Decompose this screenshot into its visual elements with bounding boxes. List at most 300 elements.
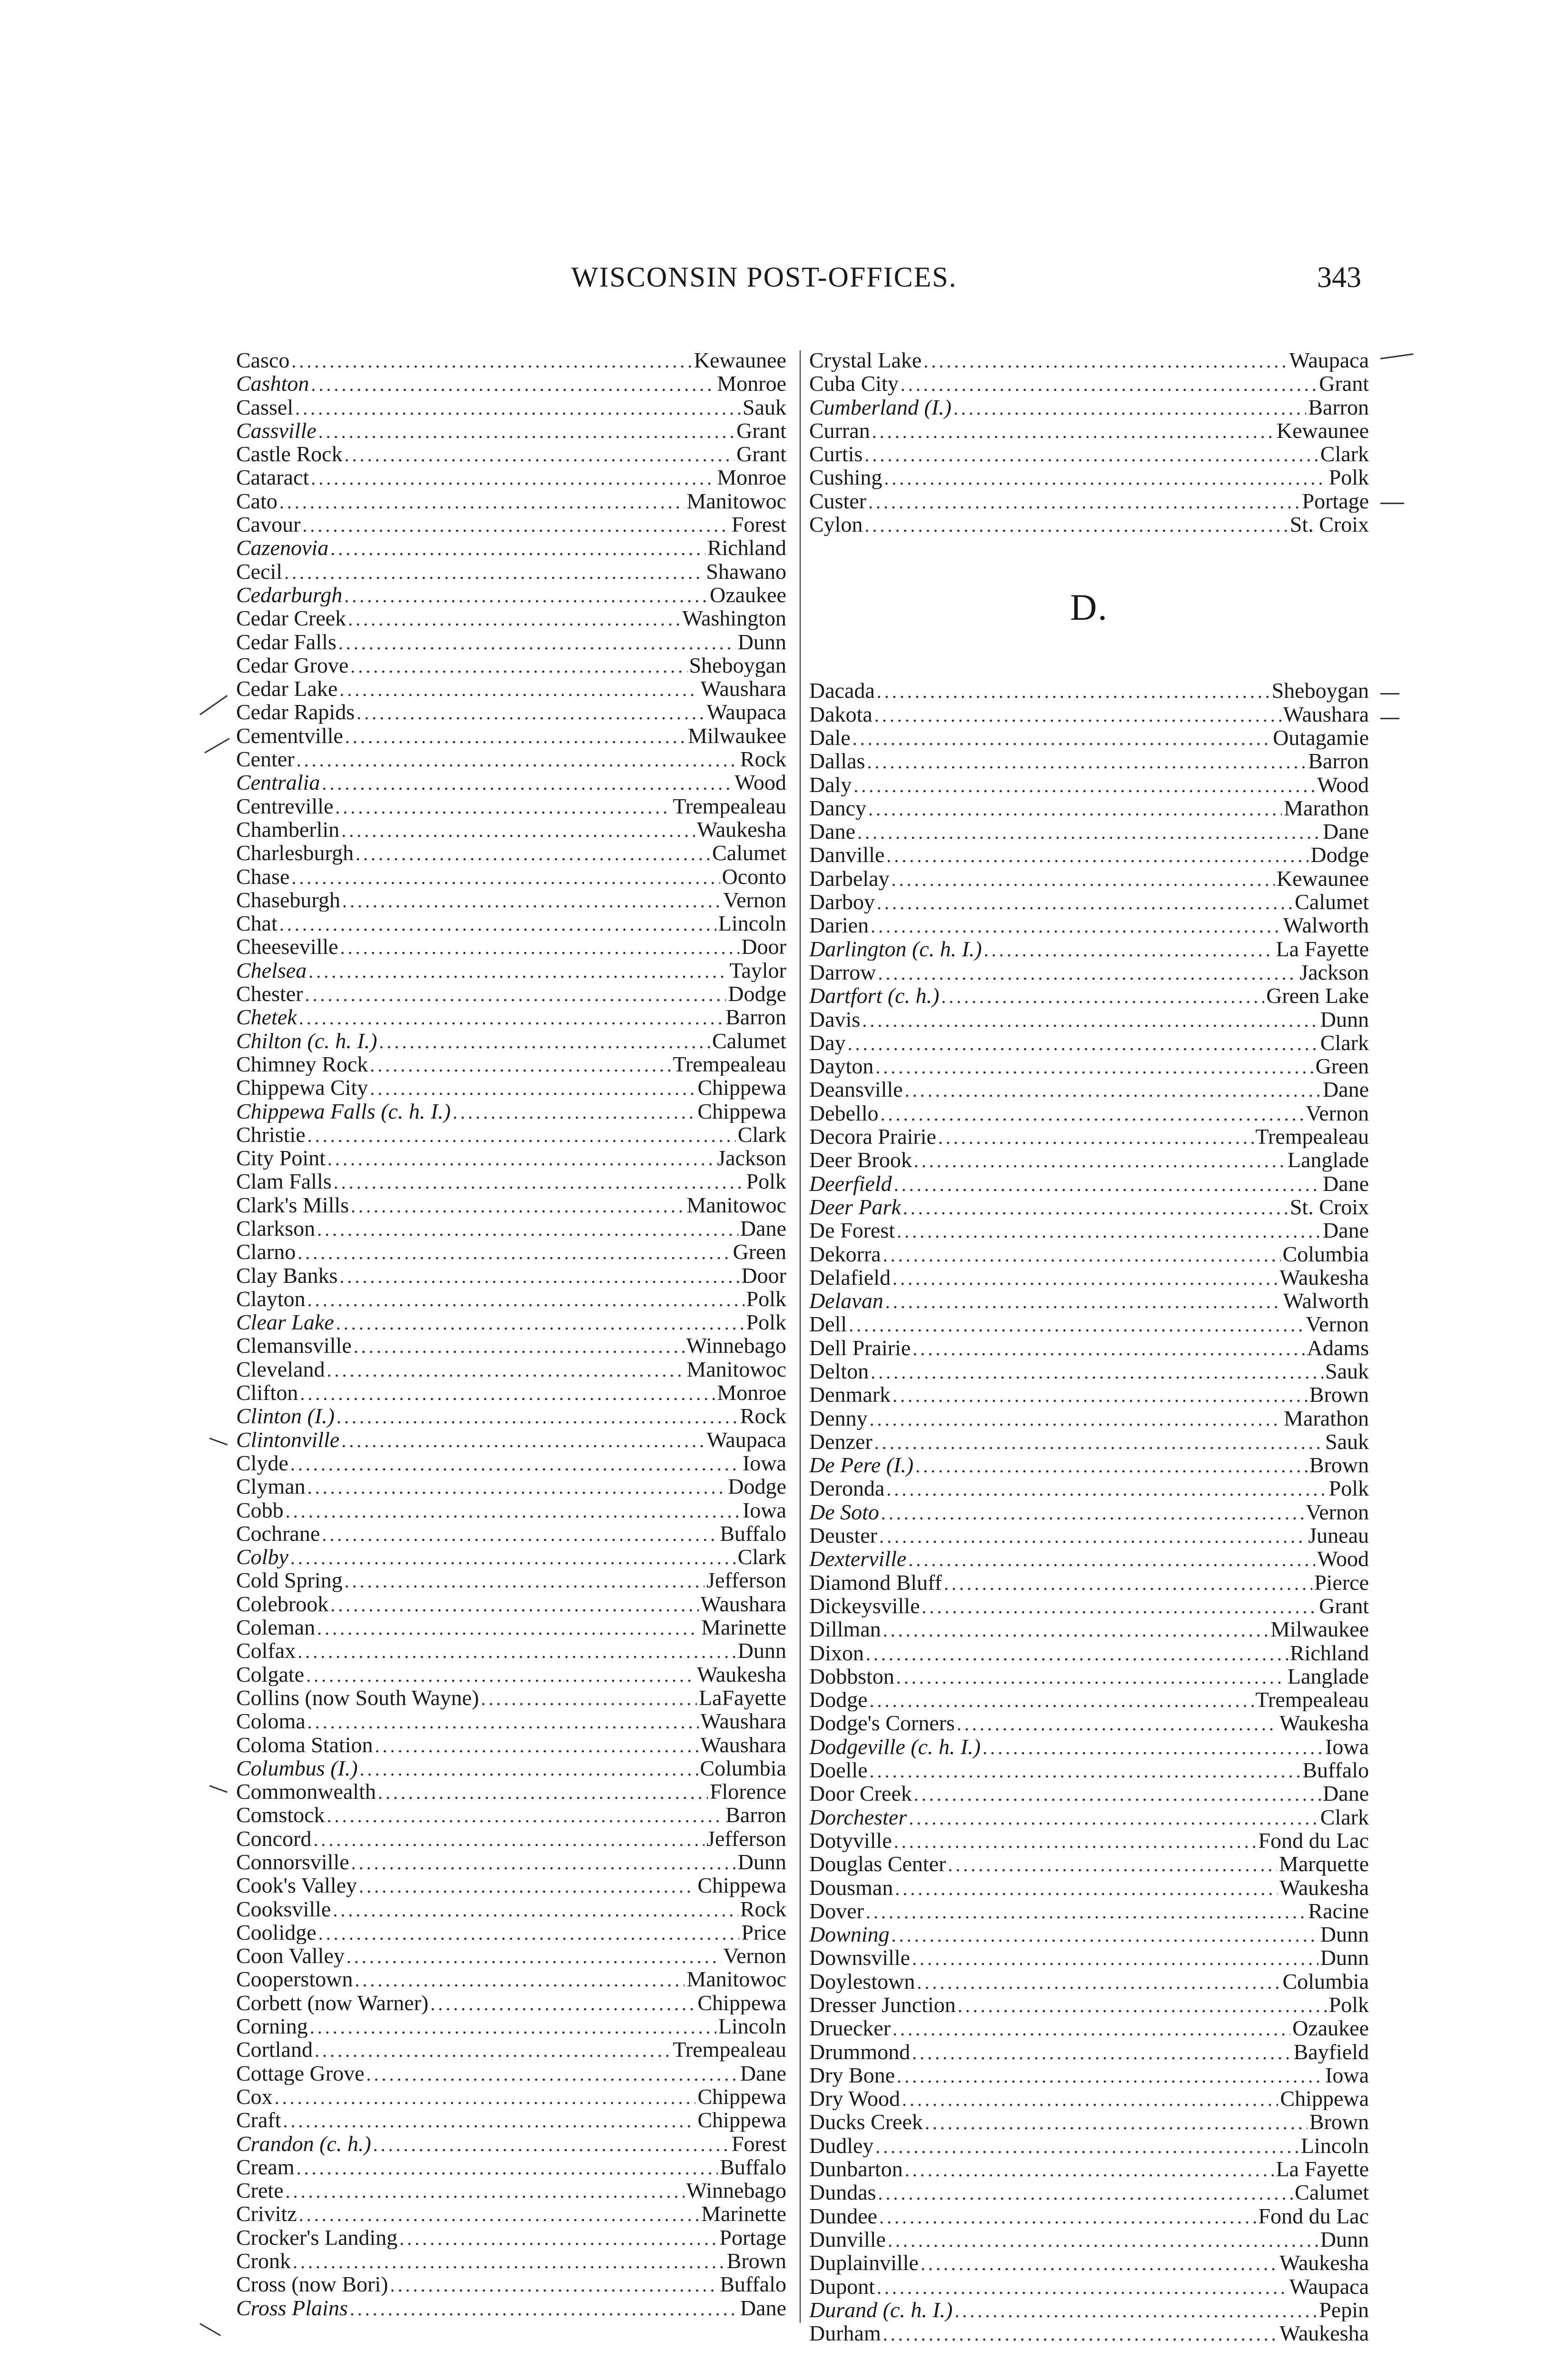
post-office-entry (236, 841, 786, 864)
post-office-entry (809, 1148, 1369, 1171)
county-name: Waukesha (1279, 1875, 1369, 1899)
county-name: Sauk (743, 395, 786, 419)
dot-leader (327, 1359, 685, 1381)
county-name: St. Croix (1289, 513, 1369, 536)
post-office-entry (236, 1991, 786, 2014)
post-office-entry (236, 536, 786, 559)
post-office-entry (236, 1733, 786, 1756)
county-name: Clark (1320, 442, 1369, 466)
dot-leader (982, 1736, 1323, 1758)
post-office-name: Cooperstown (236, 1967, 353, 1991)
county-name: Chippewa (697, 1874, 786, 1897)
county-name: Waukesha (1279, 2321, 1369, 2345)
dot-leader (912, 1337, 1305, 1359)
dot-leader (341, 819, 695, 841)
post-office-entry (236, 1522, 786, 1545)
post-office-name: Chetek (236, 1005, 297, 1029)
county-name: Waushara (700, 1733, 786, 1756)
post-office-entry (236, 1967, 786, 1991)
post-office-entry (809, 1805, 1369, 1829)
dot-leader (849, 1313, 1304, 1336)
post-office-entry (809, 1993, 1369, 2016)
county-name: Jackson (717, 1146, 786, 1170)
post-office-entry (809, 2204, 1369, 2228)
post-office-entry (809, 773, 1369, 796)
post-office-entry (236, 560, 786, 583)
post-office-entry (809, 1172, 1369, 1195)
page-number: 343 (1317, 261, 1361, 294)
county-name: Dunn (1320, 1946, 1369, 1970)
left-column-list (236, 348, 786, 2320)
dot-leader (958, 1994, 1327, 2016)
post-office-name: Ducks Creek (809, 2110, 923, 2134)
post-office-name: Doylestown (809, 1969, 915, 1993)
county-name: Kewaunee (1276, 866, 1369, 891)
county-name: Jefferson (706, 1826, 786, 1850)
post-office-entry (236, 1240, 786, 1263)
dot-leader (944, 1572, 1312, 1594)
post-office-entry (809, 1219, 1369, 1242)
post-office-entry (809, 1617, 1369, 1641)
dot-leader (306, 1664, 695, 1686)
post-office-entry (809, 372, 1369, 395)
post-office-name: Downsville (809, 1946, 911, 1970)
post-office-entry (809, 1008, 1369, 1031)
pencil-tick-mark (1380, 503, 1404, 504)
post-office-entry (809, 2251, 1369, 2274)
dot-leader (892, 1384, 1308, 1406)
right-column (809, 348, 1369, 2345)
post-office-name: Douglas Center (809, 1852, 946, 1876)
post-office-name: Curtis (809, 442, 863, 466)
post-office-entry (236, 1498, 786, 1522)
dot-leader (886, 1478, 1327, 1500)
post-office-name: Cecil (236, 559, 283, 583)
post-office-name: Cochrane (236, 1521, 320, 1546)
county-name: Barron (725, 1005, 786, 1029)
county-name: Dane (1322, 1171, 1369, 1195)
post-office-name: Colgate (236, 1662, 305, 1686)
post-office-entry (236, 630, 786, 654)
county-name: Sauk (1325, 1429, 1369, 1454)
county-name: Dane (1322, 1078, 1369, 1101)
post-office-entry (236, 1616, 786, 1639)
county-name: Pierce (1314, 1570, 1369, 1594)
county-name: Marinette (701, 1616, 786, 1639)
post-office-entry (809, 1477, 1369, 1500)
county-name: Waukesha (1279, 2251, 1369, 2275)
post-office-name: Comstock (236, 1803, 325, 1827)
dot-leader (878, 2182, 1293, 2204)
post-office-entry (809, 419, 1369, 442)
county-name: Barron (1308, 749, 1369, 773)
dot-leader (883, 1243, 1281, 1266)
county-name: Grant (736, 442, 786, 466)
right-column-c-list (809, 348, 1369, 536)
dot-leader (307, 1124, 736, 1146)
dot-leader (912, 1947, 1318, 1969)
dot-leader (941, 985, 1264, 1007)
post-office-name: Dell Prairie (809, 1336, 911, 1359)
dot-leader (315, 2039, 671, 2061)
dot-leader (881, 1501, 1304, 1524)
post-office-name: Curran (809, 418, 870, 443)
post-office-entry (809, 1289, 1369, 1312)
dot-leader (293, 2250, 725, 2272)
section-heading-d: D. (1070, 586, 1108, 628)
post-office-name: Cooksville (236, 1897, 331, 1921)
post-office-name: Darbelay (809, 866, 890, 891)
county-name: Green (733, 1240, 786, 1264)
post-office-name: Dover (809, 1899, 864, 1923)
post-office-name: Dudley (809, 2133, 874, 2158)
county-name: Trempealeau (673, 2038, 786, 2062)
dot-leader (892, 1924, 1318, 1946)
post-office-name: Custer (809, 489, 867, 513)
pencil-tick-mark (1380, 718, 1399, 719)
county-name: Calumet (1295, 890, 1369, 914)
dot-leader (367, 2063, 738, 2085)
post-office-name: Cato (236, 489, 277, 513)
pencil-tick-mark (204, 738, 229, 754)
dot-leader (359, 1874, 695, 1897)
post-office-name: Clark's Mills (236, 1193, 349, 1217)
post-office-name: Chippewa Falls (c. h. I.) (236, 1099, 451, 1123)
pencil-tick-mark (199, 2323, 221, 2336)
county-name: Vernon (1306, 1101, 1369, 1125)
county-name: Milwaukee (1270, 1617, 1369, 1641)
post-office-entry (236, 1123, 786, 1146)
dot-leader (901, 373, 1317, 395)
county-name: Wood (1317, 773, 1369, 796)
dot-leader (290, 1452, 741, 1475)
post-office-name: Coon Valley (236, 1944, 345, 1968)
dot-leader (342, 889, 721, 912)
post-office-entry (236, 1874, 786, 1897)
dot-leader (871, 1360, 1323, 1383)
county-name: Ozaukee (1292, 2016, 1369, 2040)
post-office-entry (809, 2321, 1369, 2345)
dot-leader (883, 2322, 1278, 2345)
post-office-name: Clam Falls (236, 1170, 332, 1193)
post-office-entry (809, 1946, 1369, 1969)
post-office-entry (236, 348, 786, 372)
post-office-entry (236, 1193, 786, 1217)
post-office-name: Dixon (809, 1641, 864, 1665)
post-office-entry (236, 2062, 786, 2085)
dot-leader (370, 1053, 671, 1076)
dot-leader (307, 1476, 726, 1498)
county-name: Monroe (717, 466, 786, 489)
dot-leader (345, 443, 735, 466)
dot-leader (896, 1666, 1286, 1688)
dot-leader (921, 2252, 1278, 2274)
post-office-name: Chase (236, 864, 290, 888)
county-name: Milwaukee (688, 724, 786, 748)
post-office-entry (809, 348, 1369, 372)
county-name: Chippewa (697, 1076, 786, 1100)
dot-leader (378, 1781, 708, 1803)
county-name: Portage (1302, 489, 1369, 513)
dot-leader (351, 1194, 684, 1217)
post-office-name: Crystal Lake (809, 348, 922, 372)
county-name: Brown (1309, 2110, 1369, 2134)
county-name: Manitowoc (686, 1193, 786, 1217)
dot-leader (917, 1971, 1280, 1993)
county-name: Waupaca (1289, 2274, 1369, 2298)
dot-leader (291, 349, 692, 372)
dot-leader (291, 866, 720, 888)
dot-leader (872, 420, 1275, 442)
county-name: Dodge (728, 1475, 786, 1498)
county-name: Marathon (1284, 796, 1369, 820)
county-name: Jackson (1299, 960, 1369, 984)
dot-leader (957, 1712, 1278, 1735)
dot-leader (308, 960, 727, 982)
post-office-name: Coleman (236, 1616, 316, 1639)
dot-leader (857, 821, 1321, 843)
post-office-entry (236, 1029, 786, 1052)
county-name: Jefferson (706, 1568, 786, 1592)
post-office-name: Darien (809, 913, 869, 937)
dot-leader (875, 2135, 1299, 2157)
post-office-name: Dickeysville (809, 1594, 920, 1618)
county-name: La Fayette (1276, 2157, 1369, 2181)
post-office-entry (236, 466, 786, 489)
post-office-entry (236, 1639, 786, 1662)
post-office-name: Dillman (809, 1617, 881, 1641)
dot-leader (327, 1804, 724, 1826)
post-office-entry (809, 2181, 1369, 2204)
dot-leader (852, 727, 1271, 749)
post-office-name: Cross (now Bori) (236, 2272, 388, 2296)
county-name: Polk (746, 1310, 786, 1334)
post-office-entry (236, 1686, 786, 1709)
post-office-entry (809, 2275, 1369, 2298)
post-office-entry (809, 1899, 1369, 1923)
column-divider (800, 350, 801, 2323)
county-name: Rock (740, 1404, 786, 1428)
post-office-name: Craft (236, 2108, 281, 2132)
county-name: Vernon (1306, 1312, 1369, 1336)
post-office-name: Crete (236, 2179, 284, 2202)
post-office-entry (809, 1524, 1369, 1547)
dot-leader (322, 1523, 718, 1545)
post-office-entry (809, 2157, 1369, 2181)
dot-leader (866, 1642, 1288, 1665)
county-name: Dunn (737, 1639, 786, 1663)
dot-leader (868, 797, 1282, 820)
post-office-entry (236, 2179, 786, 2202)
county-name: Dane (740, 2296, 786, 2320)
post-office-name: Chat (236, 912, 277, 935)
post-office-name: Chamberlin (236, 817, 340, 842)
post-office-name: Dry Bone (809, 2063, 895, 2087)
county-name: Outagamie (1273, 725, 1369, 750)
post-office-entry (236, 396, 786, 419)
dot-leader (339, 678, 699, 700)
dot-leader (912, 2041, 1291, 2063)
post-office-entry (809, 1665, 1369, 1688)
post-office-name: Cazenovia (236, 536, 329, 560)
post-office-entry (809, 1266, 1369, 1289)
dot-leader (853, 774, 1315, 796)
county-name: Brown (726, 2249, 786, 2273)
post-office-name: Durand (c. h. I.) (809, 2298, 953, 2322)
post-office-entry (236, 606, 786, 630)
pencil-tick-mark (209, 1785, 228, 1793)
dot-leader (905, 1079, 1321, 1101)
post-office-entry (236, 2226, 786, 2249)
county-name: Manitowoc (686, 1967, 786, 1991)
post-office-entry (809, 820, 1369, 843)
dot-leader (984, 938, 1274, 961)
post-office-name: Cataract (236, 466, 309, 489)
post-office-entry (809, 442, 1369, 466)
post-office-name: Dobbston (809, 1664, 894, 1688)
dot-leader (350, 654, 687, 677)
post-office-entry (236, 1334, 786, 1357)
post-office-entry (809, 890, 1369, 913)
post-office-entry (809, 1195, 1369, 1219)
county-name: Clark (737, 1122, 786, 1147)
dot-leader (283, 2109, 696, 2132)
post-office-entry (236, 1475, 786, 1498)
post-office-entry (236, 513, 786, 536)
post-office-name: Dacada (809, 679, 875, 703)
county-name: Grant (1319, 372, 1369, 396)
dot-leader (275, 2086, 696, 2108)
county-name: Buffalo (720, 2272, 786, 2296)
post-office-entry (809, 1594, 1369, 1617)
dot-leader (903, 1196, 1288, 1219)
pencil-tick-mark (1380, 353, 1414, 359)
post-office-name: Downing (809, 1923, 890, 1946)
dot-leader (867, 750, 1307, 773)
county-name: Iowa (1325, 1735, 1369, 1759)
dot-leader (390, 2273, 718, 2296)
post-office-name: Cheeseville (236, 935, 338, 959)
dot-leader (357, 701, 704, 724)
post-office-entry (809, 513, 1369, 536)
post-office-name: Darlington (c. h. I.) (809, 937, 982, 961)
post-office-name: Door Creek (809, 1782, 912, 1805)
post-office-entry (809, 1735, 1369, 1758)
dot-leader (875, 1055, 1313, 1078)
county-name: Waukesha (697, 1662, 786, 1686)
dot-leader (953, 397, 1306, 419)
post-office-name: Chimney Rock (236, 1052, 368, 1076)
county-name: Winnebago (686, 1334, 786, 1358)
post-office-name: Cassville (236, 418, 317, 443)
post-office-entry (236, 1100, 786, 1123)
dot-leader (878, 962, 1298, 984)
post-office-entry (236, 2296, 786, 2320)
county-name: Walworth (1283, 1289, 1369, 1313)
county-name: Iowa (743, 1498, 786, 1522)
post-office-name: Cedarburgh (236, 583, 343, 607)
dot-leader (922, 1595, 1318, 1617)
page-title: WISCONSIN POST-OFFICES. (571, 261, 957, 293)
post-office-entry (236, 1358, 786, 1381)
county-name: Wood (1317, 1547, 1369, 1571)
county-name: Clark (737, 1545, 786, 1569)
post-office-entry (809, 2134, 1369, 2157)
post-office-entry (236, 2249, 786, 2272)
dot-leader (877, 2276, 1288, 2298)
county-name: Green Lake (1266, 984, 1369, 1008)
post-office-entry (236, 912, 786, 935)
county-name: Waupaca (706, 1428, 786, 1451)
county-name: Rock (740, 1897, 786, 1921)
post-office-entry (809, 749, 1369, 773)
post-office-name: Chelsea (236, 958, 307, 982)
dot-leader (335, 795, 671, 818)
post-office-entry (809, 2016, 1369, 2040)
dot-leader (915, 1454, 1308, 1477)
county-name: Polk (746, 1170, 786, 1193)
dot-leader (307, 1288, 744, 1310)
county-name: Buffalo (720, 1521, 786, 1546)
post-office-name: Clyde (236, 1451, 288, 1475)
post-office-entry (809, 2063, 1369, 2087)
county-name: Juneau (1308, 1524, 1369, 1547)
post-office-name: Clarno (236, 1240, 296, 1264)
county-name: Pepin (1319, 2298, 1369, 2322)
post-office-name: Cream (236, 2155, 295, 2179)
post-office-entry (809, 1359, 1369, 1383)
post-office-name: Clintonville (236, 1428, 340, 1451)
post-office-name: City Point (236, 1146, 326, 1170)
post-office-name: Centreville (236, 794, 334, 818)
county-name: Columbia (700, 1756, 786, 1780)
post-office-name: Delavan (809, 1289, 883, 1313)
dot-leader (874, 704, 1281, 726)
post-office-entry (236, 1827, 786, 1850)
post-office-name: Cedar Falls (236, 630, 337, 654)
pencil-tick-mark (1380, 693, 1399, 694)
post-office-entry (809, 1782, 1369, 1805)
post-office-name: Crivitz (236, 2202, 297, 2226)
post-office-name: Duplainville (809, 2251, 919, 2275)
post-office-entry (809, 843, 1369, 866)
county-name: Oconto (722, 864, 786, 888)
post-office-name: Dotyville (809, 1828, 892, 1853)
dot-leader (286, 1499, 741, 1522)
dot-leader (339, 1265, 739, 1287)
post-office-entry (236, 1803, 786, 1826)
county-name: Dunn (1320, 1923, 1369, 1946)
county-name: Waukesha (1279, 1711, 1369, 1735)
post-office-name: Dakota (809, 702, 872, 726)
post-office-entry (809, 1242, 1369, 1266)
county-name: Calumet (712, 841, 786, 865)
post-office-name: Cedar Rapids (236, 700, 355, 724)
dot-leader (348, 607, 680, 630)
county-name: Dunn (737, 1850, 786, 1874)
post-office-entry (236, 1264, 786, 1287)
county-name: Manitowoc (686, 1357, 786, 1381)
post-office-entry (809, 1125, 1369, 1148)
post-office-entry (809, 913, 1369, 937)
dot-leader (279, 912, 716, 935)
post-office-name: Chaseburgh (236, 888, 340, 912)
dot-leader (299, 2203, 699, 2225)
dot-leader (318, 420, 735, 442)
dot-leader (334, 1170, 744, 1193)
post-office-name: Denny (809, 1406, 868, 1430)
dot-leader (344, 584, 708, 606)
